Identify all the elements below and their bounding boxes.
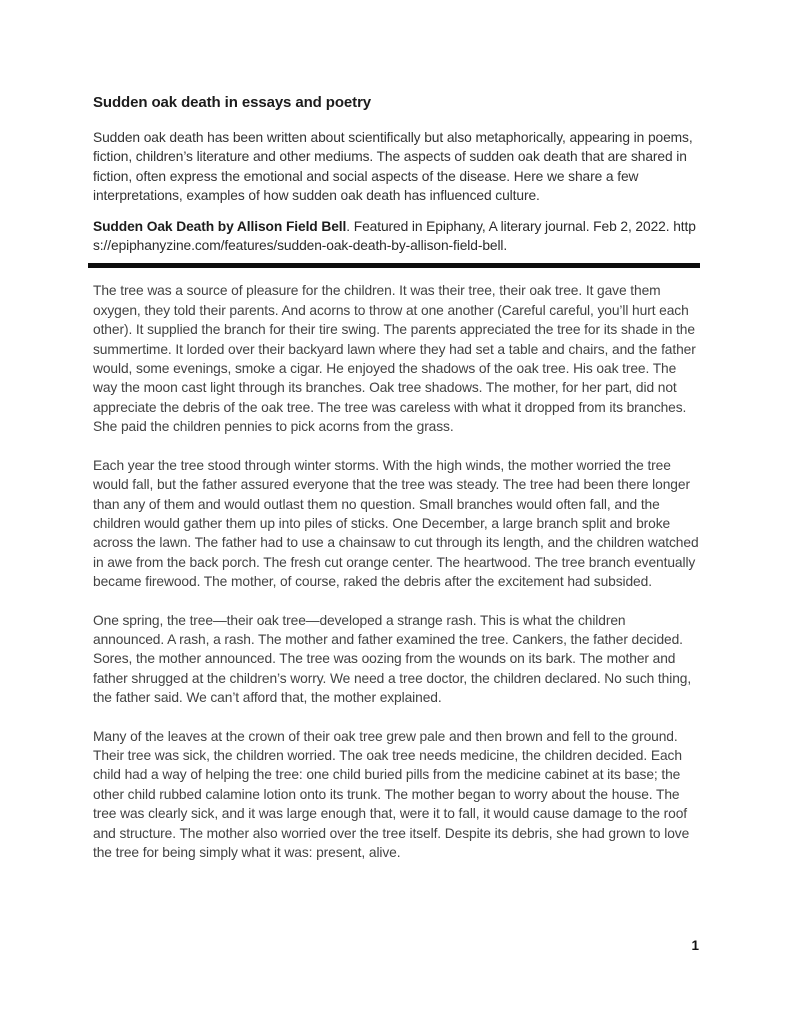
page-number: 1 bbox=[691, 938, 699, 953]
citation-url: https://epiphanyzine.com/features/sudden-oak-death-by-allison-field-bell. bbox=[93, 218, 696, 254]
essay-paragraph-4: Many of the leaves at the crown of their oak tree grew pale and then brown and fell to the ground. Their tree was sick, the children worried. The oak tree needs medicine, the children decided. Each child had a way of helping the tree: one child buried pills from the medicine cabinet at its base; the other child rubbed calamine lotion onto its trunk. The mother began to worry about the house. The tree was clearly sick, and it was large enough that, were it to fall, it would cause damage to the roof and structure. The mother also worried over the tree itself. Despite its debris, she had grown to love the tree for being simply what it was: present, alive. bbox=[93, 728, 690, 860]
divider-rule bbox=[88, 263, 700, 268]
citation-paragraph bbox=[93, 217, 700, 256]
document-heading: Sudden oak death in essays and poetry bbox=[93, 94, 372, 111]
document-page bbox=[93, 93, 700, 881]
citation-details: . Featured in Epiphany, A literary journal. Feb 2, 2022. bbox=[346, 218, 674, 234]
citation-title: Sudden Oak Death by Allison Field Bell bbox=[93, 218, 347, 234]
essay-paragraph-2: Each year the tree stood through winter storms. With the high winds, the mother worried the tree would fall, but the father assured everyone that the tree was steady. The tree had been there longer than any of them and would outlast them no question. Small branches would often fall, and the children would gather them up into piles of sticks. One December, a large branch split and broke across the lawn. The father had to use a chainsaw to cut through its length, and the children watched in awe from the back porch. The fresh cut orange center. The heartwood. The tree branch eventually became firewood. The mother, of course, raked the debris after the excitement had subsided. bbox=[93, 457, 699, 590]
essay-paragraph-1: The tree was a source of pleasure for the children. It was their tree, their oak tree. It gave them oxygen, they told their parents. And acorns to throw at one another (Careful careful, you’ll hurt each other). It supplied the branch for their tire swing. The parents appreciated the tree for its shade in the summertime. It lorded over their backyard lawn where they had set a table and chairs, and the father would, some evenings, smoke a cigar. He enjoyed the shadows of the oak tree. His oak tree. The way the moon cast light through its branches. Oak tree shadows. The mother, for her part, did not appreciate the debris of the oak tree. The tree was careless with what it dropped from its branches. She paid the children pennies to pick acorns from the grass. bbox=[93, 283, 696, 435]
intro-paragraph: Sudden oak death has been written about scientifically but also metaphorically, appearing in poems, fiction, children’s literature and other mediums. The aspects of sudden oak death that are shared in fiction, often express the emotional and social aspects of the disease. Here we share a few interpretations, examples of how sudden oak death has influenced culture. bbox=[93, 130, 693, 204]
essay-paragraph-3: One spring, the tree—their oak tree—developed a strange rash. This is what the children announced. A rash, a rash. The mother and father examined the tree. Cankers, the father decided. Sores, the mother announced. The tree was oozing from the wounds on its bark. The mother and father shrugged at the children’s worry. We need a tree doctor, the children declared. No such thing, the father said. We can’t afford that, the mother explained. bbox=[93, 612, 692, 706]
